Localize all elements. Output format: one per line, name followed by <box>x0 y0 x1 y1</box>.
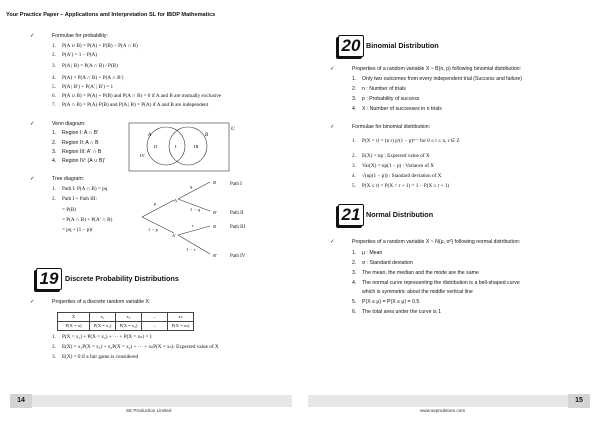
table-cell: xₙ <box>168 313 194 322</box>
venn-label-b: B <box>205 133 209 138</box>
page-number: 15 <box>568 394 590 408</box>
tree-branch-label: r <box>192 223 194 228</box>
footer-bar <box>10 395 292 407</box>
tree-line: = P(A ∩ B) + P(A′ ∩ B) <box>62 217 113 223</box>
section-title: Binomial Distribution <box>366 41 439 50</box>
formula-5: 5. P(A | B′) + P(A′ | B′) = 1 <box>52 84 114 90</box>
section-number-badge: 20 <box>338 35 364 57</box>
check-icon: ✓ <box>30 176 35 182</box>
footer-bar <box>308 395 590 407</box>
check-icon: ✓ <box>330 124 335 130</box>
normal-prop: 5. P(X ≤ μ) = P(X ≥ μ) = 0.5 <box>352 299 420 305</box>
normal-prop: 4. The normal curve representing the distribution is a bell-shaped curve <box>352 280 520 286</box>
check-icon: ✓ <box>330 66 335 72</box>
normal-prop: which is symmetric about the middle vertical line <box>362 289 473 295</box>
tree-line: 1. Path I: P(A ∩ B) = pq <box>52 186 108 192</box>
venn-region-label: IV <box>140 153 145 158</box>
venn-region-1: 1. Region I: A ∩ B′ <box>52 130 99 136</box>
normal-intro: Properties of a random variable X ~ N(μ, σ²) following normal distribution: <box>352 239 521 245</box>
formula-1: 1. P(A ∪ B) = P(A) + P(B) − P(A ∩ B) <box>52 43 138 49</box>
tree-node-label: A′ <box>172 233 176 238</box>
tree-branch-label: 1 − q <box>190 207 200 212</box>
binomial-formula: 5. P(X ≤ r) = P(X < r + 1) = 1 − P(X ≥ r + 1) <box>352 183 450 189</box>
formula-6: 6. P(A ∪ B) = P(A) + P(B) and P(A ∩ B) = 0 if A and B are mutually exclusive <box>52 93 222 99</box>
tree-diagram <box>140 175 270 260</box>
table-cell: ... <box>142 313 168 322</box>
tree-branch-label: q <box>190 184 193 189</box>
tree-branch-label: p <box>154 201 157 206</box>
normal-prop: 6. The total area under the curve is 1 <box>352 309 442 315</box>
section-title: Discrete Probability Distributions <box>65 274 179 283</box>
binomial-formula: 1. P(X = r) = (n r) pʳ(1 − p)ⁿ⁻ʳ for 0 ≤ r ≤ n, r ∈ Z <box>352 138 460 144</box>
tree-line: = pq + (1 − p)r <box>62 227 93 233</box>
table-cell: P(X = x) <box>58 322 90 331</box>
tree-path-label: Path IV <box>230 254 246 259</box>
tree-path-label: Path III <box>230 225 246 230</box>
normal-prop: 1. μ : Mean <box>352 250 383 256</box>
table-cell: P(X = xₙ) <box>168 322 194 331</box>
tree-line: = P(B) <box>62 207 77 213</box>
footer-website: www.seprodstore.com <box>420 408 466 413</box>
tree-node-label: B <box>213 180 216 185</box>
venn-region-label: II <box>154 144 157 149</box>
distribution-table <box>57 312 194 331</box>
table-row <box>58 313 194 322</box>
tree-branch-label: 1 − r <box>186 247 196 252</box>
tree-node-label: A <box>174 198 177 203</box>
tree-node-label: B <box>213 224 216 229</box>
binomial-formula: 4. √(np(1 − p)) : Standard deviation of X <box>352 173 442 179</box>
binomial-prop: 4. X : Number of successes in n trials <box>352 106 442 112</box>
tree-node-label: B′ <box>213 253 217 258</box>
table-cell: P(X = x₂) <box>116 322 142 331</box>
venn-region-2: 2. Region II: A ∩ B <box>52 140 99 146</box>
table-cell: x₁ <box>90 313 116 322</box>
dist-item: 3. E(X) = 0 if a fair game is considered <box>52 354 139 360</box>
venn-region-label: I <box>175 144 177 149</box>
normal-prop: 2. σ : Standard deviation <box>352 260 413 266</box>
tree-node-label: B′ <box>213 210 217 215</box>
tree-path-label: Path I <box>230 182 242 187</box>
tree-line: 2. Path I + Path III: <box>52 196 97 202</box>
venn-region-3: 3. Region III: A′ ∩ B <box>52 149 102 155</box>
formula-7: 7. P(A ∩ B) = P(A)·P(B) and P(A | B) = P(A) if A and B are independent <box>52 102 209 108</box>
section-number-badge: 21 <box>338 204 364 226</box>
binomial-intro: Properties of a random variable X ~ B(n, p) following binomial distribution: <box>352 66 522 72</box>
table-cell: X <box>58 313 90 322</box>
normal-prop: 3. The mean, the median and the mode are the same <box>352 270 479 276</box>
venn-region-label: III <box>194 144 199 149</box>
venn-intro: Venn diagram: <box>52 121 86 127</box>
check-icon: ✓ <box>30 121 35 127</box>
tree-path-label: Path II <box>230 211 244 216</box>
check-icon: ✓ <box>30 299 35 305</box>
binomial-formula: 3. Var(X) = np(1 − p) : Variance of X <box>352 163 435 169</box>
binomial-formulae-intro: Formulae for binomial distribution: <box>352 124 431 130</box>
page-number: 14 <box>10 394 32 408</box>
table-row <box>58 322 194 331</box>
binomial-formula: 2. E(X) = np : Expected value of X <box>352 153 430 159</box>
section-number-badge: 19 <box>36 268 62 290</box>
page-title: Your Practice Paper – Applications and Interpretation SL for IBDP Mathematics <box>6 12 216 18</box>
table-cell: x₂ <box>116 313 142 322</box>
binomial-prop: 3. p : Probability of success <box>352 96 420 102</box>
table-cell: P(X = x₁) <box>90 322 116 331</box>
table-cell: ... <box>142 322 168 331</box>
footer-publisher: SE Production Limited <box>126 408 172 413</box>
tree-intro: Tree diagram: <box>52 176 85 182</box>
formula-4: 4. P(A) = P(A ∩ B) + P(A ∩ B′) <box>52 75 124 81</box>
binomial-prop: 2. n : Number of trials <box>352 86 406 92</box>
dist-intro: Properties of a discrete random variable X: <box>52 299 151 305</box>
section-title: Normal Distribution <box>366 210 434 219</box>
venn-region-4: 4. Region IV: (A ∪ B)′ <box>52 158 106 164</box>
dist-item: 1. P(X = x₁) + P(X = x₂) + ··· + P(X = xₙ) = 1 <box>52 334 153 340</box>
binomial-prop: 1. Only two outcomes from every independent trial (Success and failure) <box>352 76 523 82</box>
check-icon: ✓ <box>330 239 335 245</box>
tree-branch-label: 1 − p <box>148 227 158 232</box>
formulae-intro: Formulae for probability: <box>52 33 108 39</box>
venn-label-a: A <box>148 133 152 138</box>
formula-2: 2. P(A′) = 1 − P(A) <box>52 52 97 58</box>
venn-label-u: U <box>231 127 235 132</box>
formula-3: 3. P(A | B) = P(A ∩ B) / P(B) <box>52 63 118 69</box>
venn-diagram <box>128 122 238 174</box>
check-icon: ✓ <box>30 33 35 39</box>
dist-item: 2. E(X) = x₁P(X = x₁) + x₂P(X = x₂) + ··· + xₙP(X = xₙ): Expected value of X <box>52 344 219 350</box>
